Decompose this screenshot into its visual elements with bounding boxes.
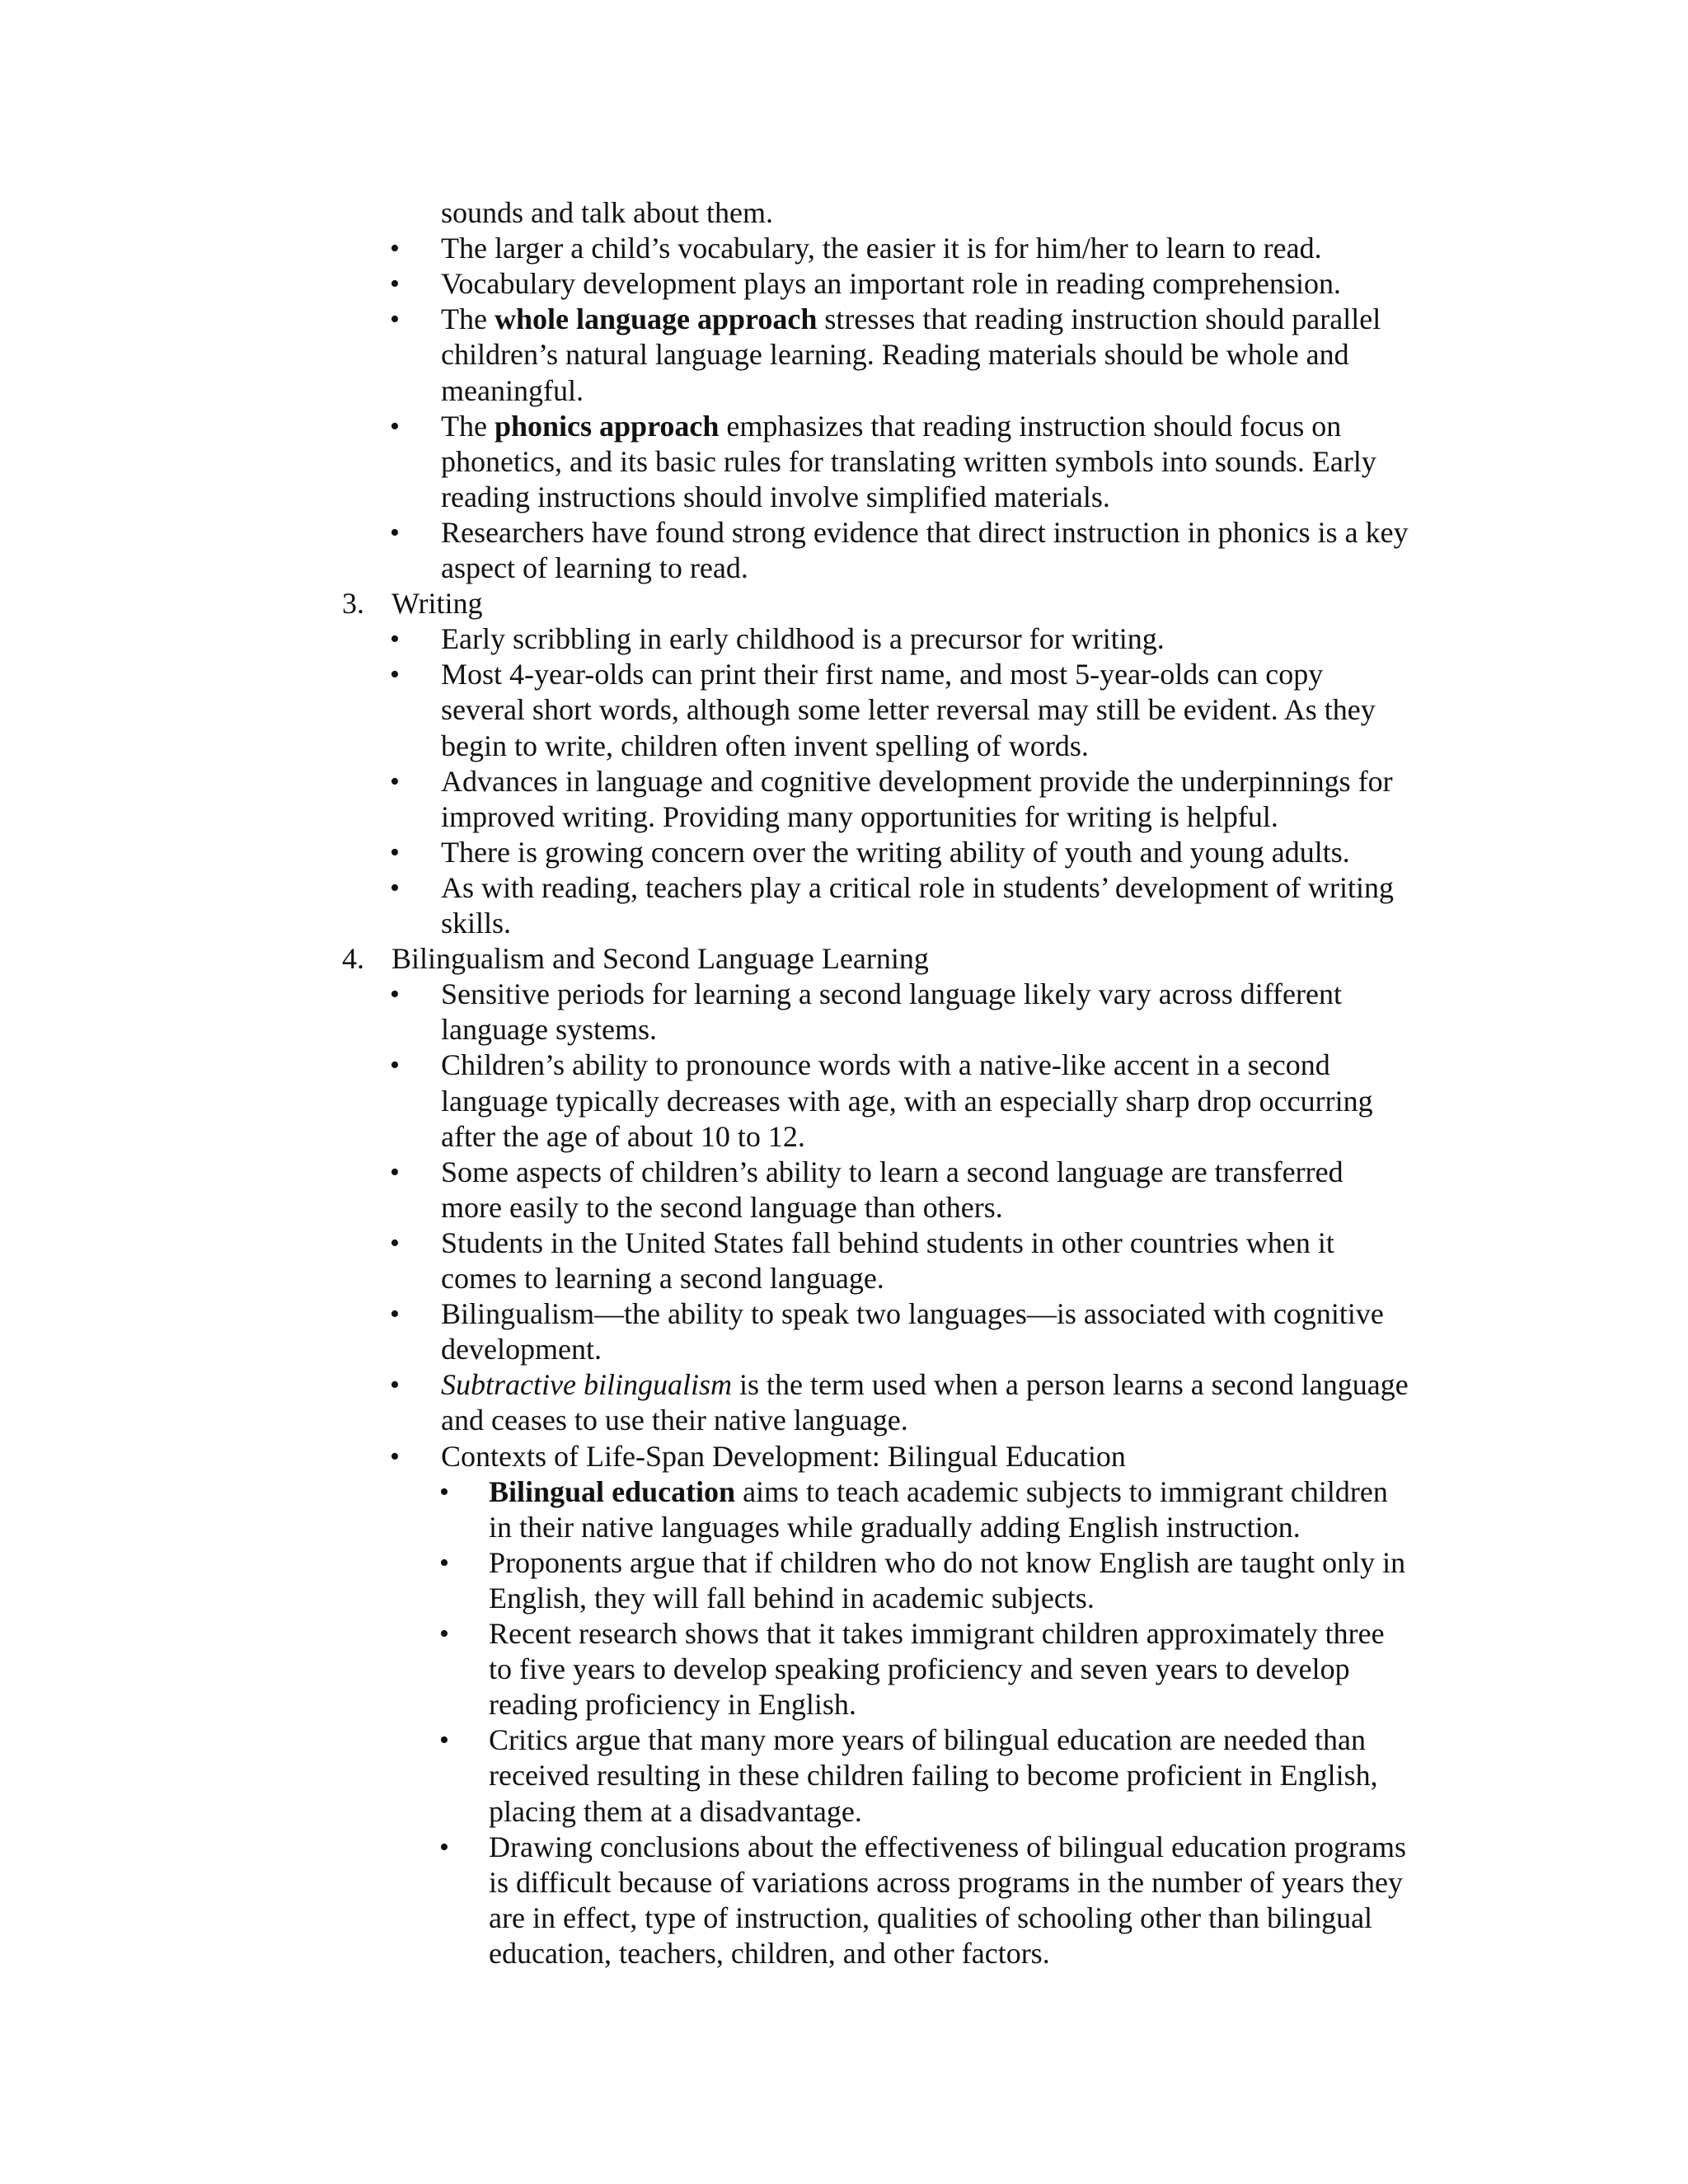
list-item-line xyxy=(441,799,1278,835)
line-text: The xyxy=(441,302,495,336)
list-item-line xyxy=(441,373,584,409)
bullet-marker: • xyxy=(390,517,400,548)
line-text: education, teachers, children, and other factors. xyxy=(489,1936,1050,1970)
list-item-line xyxy=(489,1510,1301,1545)
line-text: Some aspects of children’s ability to learn a second language are transferred xyxy=(441,1155,1343,1188)
list-item-line xyxy=(441,231,1322,266)
bullet-marker: • xyxy=(390,1156,400,1188)
line-text: Early scribbling in early childhood is a precursor for writing. xyxy=(441,622,1165,656)
line-text: phonetics, and its basic rules for translating written symbols into sounds. Early xyxy=(441,444,1376,478)
bullet-marker: • xyxy=(390,624,400,655)
line-text: emphasizes that reading instruction should focus on xyxy=(719,409,1342,443)
line-text: is the term used when a person learns a second language xyxy=(731,1368,1409,1402)
list-item-line xyxy=(489,1545,1405,1581)
list-item-line xyxy=(489,1794,862,1830)
section-heading xyxy=(392,941,929,977)
bullet-marker: • xyxy=(390,1227,400,1258)
line-text: sounds and talk about them. xyxy=(441,196,773,229)
bullet-marker: • xyxy=(439,1831,449,1863)
line-text: Recent research shows that it takes immigrant children approximately three xyxy=(489,1617,1385,1650)
list-item-line xyxy=(441,764,1393,799)
list-item-line xyxy=(441,551,748,586)
list-item-line xyxy=(489,1687,856,1722)
list-item-line xyxy=(441,621,1165,657)
list-item-line xyxy=(441,1047,1330,1083)
list-item-line xyxy=(441,1226,1334,1261)
line-text: reading proficiency in English. xyxy=(489,1688,856,1722)
line-text: English, they will fall behind in academic subjects. xyxy=(489,1581,1095,1615)
line-text: skills. xyxy=(441,907,512,940)
list-item-line xyxy=(441,729,1089,764)
list-item-line xyxy=(489,1616,1385,1652)
list-item-line xyxy=(441,1084,1373,1119)
list-item-line xyxy=(489,1652,1350,1687)
bullet-marker: • xyxy=(390,659,400,691)
list-item-line xyxy=(441,906,511,941)
bullet-marker: • xyxy=(390,979,400,1010)
line-text: improved writing. Providing many opportunities for writing is helpful. xyxy=(441,799,1278,833)
list-item-line xyxy=(489,1865,1403,1900)
line-text: are in effect, type of instruction, qualities of schooling other than bilingual xyxy=(489,1900,1373,1934)
line-text: The xyxy=(441,409,495,443)
line-text: Advances in language and cognitive development provide the underpinnings for xyxy=(441,764,1393,798)
line-text: to five years to develop speaking proficiency and seven years to develop xyxy=(489,1652,1350,1686)
line-text: Drawing conclusions about the effectiveness of bilingual education programs xyxy=(489,1830,1407,1863)
list-item-line xyxy=(489,1581,1095,1616)
line-text: There is growing concern over the writing ability of youth and young adults. xyxy=(441,835,1350,869)
line-text: Sensitive periods for learning a second language likely vary across different xyxy=(441,977,1342,1011)
line-text: Vocabulary development plays an important role in reading comprehension. xyxy=(441,267,1342,301)
bullet-marker: • xyxy=(390,1441,400,1472)
list-item-line xyxy=(441,1261,884,1296)
list-item-line xyxy=(441,870,1394,906)
list-item-line xyxy=(441,1190,1003,1226)
bullet-marker: • xyxy=(390,872,400,903)
list-item-line xyxy=(441,302,1381,337)
bullet-marker: • xyxy=(390,1050,400,1081)
line-text: placing them at a disadvantage. xyxy=(489,1794,862,1828)
list-item-line xyxy=(441,515,1409,551)
line-text: aims to teach academic subjects to immigrant children xyxy=(735,1474,1388,1508)
line-text: several short words, although some letter reversal may still be evident. As they xyxy=(441,693,1376,727)
list-item-line xyxy=(441,195,773,231)
list-item-line xyxy=(441,977,1342,1012)
list-item-line xyxy=(441,1119,805,1155)
list-item-line xyxy=(441,409,1341,444)
line-text: development. xyxy=(441,1333,602,1366)
bullet-marker: • xyxy=(390,304,400,335)
list-item-line xyxy=(441,480,1110,515)
line-text: Most 4-year-olds can print their first name, and most 5-year-olds can copy xyxy=(441,658,1324,691)
line-text: As with reading, teachers play a critical role in students’ development of writing xyxy=(441,870,1394,904)
bullet-marker: • xyxy=(439,1619,449,1649)
list-item-line xyxy=(489,1722,1366,1758)
line-text: aspect of learning to read. xyxy=(441,551,748,584)
list-item-line xyxy=(441,1012,657,1047)
line-text: is difficult because of variations across programs in the number of years they xyxy=(489,1865,1404,1899)
line-text: language typically decreases with age, with an especially sharp drop occurring xyxy=(441,1084,1373,1118)
list-item-line xyxy=(489,1758,1378,1793)
list-number: 4. xyxy=(342,942,364,976)
list-number: 3. xyxy=(342,587,364,621)
bullet-marker: • xyxy=(390,410,400,442)
line-text: children’s natural language learning. Reading materials should be whole and xyxy=(441,338,1349,372)
list-item-line xyxy=(441,835,1350,870)
line-text: comes to learning a second language. xyxy=(441,1262,884,1295)
list-item-line xyxy=(489,1900,1372,1936)
line-text: Bilingualism—the ability to speak two languages—is associated with cognitive xyxy=(441,1297,1384,1331)
list-item-line xyxy=(441,657,1323,692)
list-item-line xyxy=(489,1474,1388,1510)
bullet-marker: • xyxy=(390,1299,400,1330)
line-text: received resulting in these children failing to become proficient in English, xyxy=(489,1759,1378,1793)
bullet-marker: • xyxy=(439,1547,449,1578)
bullet-marker: • xyxy=(439,1476,449,1507)
list-item-line xyxy=(441,1367,1409,1403)
italic-term: Subtractive bilingualism xyxy=(441,1368,732,1402)
list-item-line xyxy=(489,1936,1050,1971)
line-text: and ceases to use their native language. xyxy=(441,1404,908,1437)
list-item-line xyxy=(441,1439,1126,1474)
list-item-line xyxy=(441,266,1341,302)
bold-term: whole language approach xyxy=(494,302,818,336)
line-text: Contexts of Life-Span Development: Bilingual Education xyxy=(441,1439,1126,1473)
section-heading xyxy=(392,586,483,621)
line-text: Students in the United States fall behind students in other countries when it xyxy=(441,1226,1334,1259)
bullet-marker: • xyxy=(390,766,400,797)
list-item-line xyxy=(441,1332,602,1367)
line-text: Researchers have found strong evidence that direct instruction in phonics is a key xyxy=(441,515,1409,549)
list-item-line xyxy=(441,337,1349,373)
line-text: Writing xyxy=(392,587,483,621)
line-text: The larger a child’s vocabulary, the easier it is for him/her to learn to read. xyxy=(441,232,1322,265)
bold-term: phonics approach xyxy=(494,409,720,443)
bullet-marker: • xyxy=(439,1725,449,1756)
line-text: language systems. xyxy=(441,1013,657,1047)
bullet-marker: • xyxy=(390,233,400,265)
line-text: Children’s ability to pronounce words with a native-like accent in a second xyxy=(441,1048,1330,1082)
bullet-marker: • xyxy=(390,269,400,300)
line-text: in their native languages while gradually adding English instruction. xyxy=(489,1510,1301,1544)
line-text: more easily to the second language than others. xyxy=(441,1190,1003,1224)
line-text: meaningful. xyxy=(441,373,584,407)
line-text: Proponents argue that if children who do not know English are taught only in xyxy=(489,1545,1406,1579)
line-text: after the age of about 10 to 12. xyxy=(441,1119,805,1153)
line-text: reading instructions should involve simplified materials. xyxy=(441,480,1110,513)
line-text: stresses that reading instruction should parallel xyxy=(817,302,1381,336)
list-item-line xyxy=(441,1296,1384,1332)
list-item-line xyxy=(489,1830,1406,1865)
line-text: begin to write, children often invent spelling of words. xyxy=(441,729,1089,762)
bullet-marker: • xyxy=(390,1370,400,1401)
bullet-marker: • xyxy=(390,837,400,868)
list-item-line xyxy=(441,692,1376,728)
bold-term: Bilingual education xyxy=(489,1474,736,1508)
list-item-line xyxy=(441,1403,908,1438)
line-text: Bilingualism and Second Language Learning xyxy=(392,942,929,976)
list-item-line xyxy=(441,444,1376,480)
list-item-line xyxy=(441,1155,1343,1190)
line-text: Critics argue that many more years of bilingual education are needed than xyxy=(489,1723,1366,1757)
